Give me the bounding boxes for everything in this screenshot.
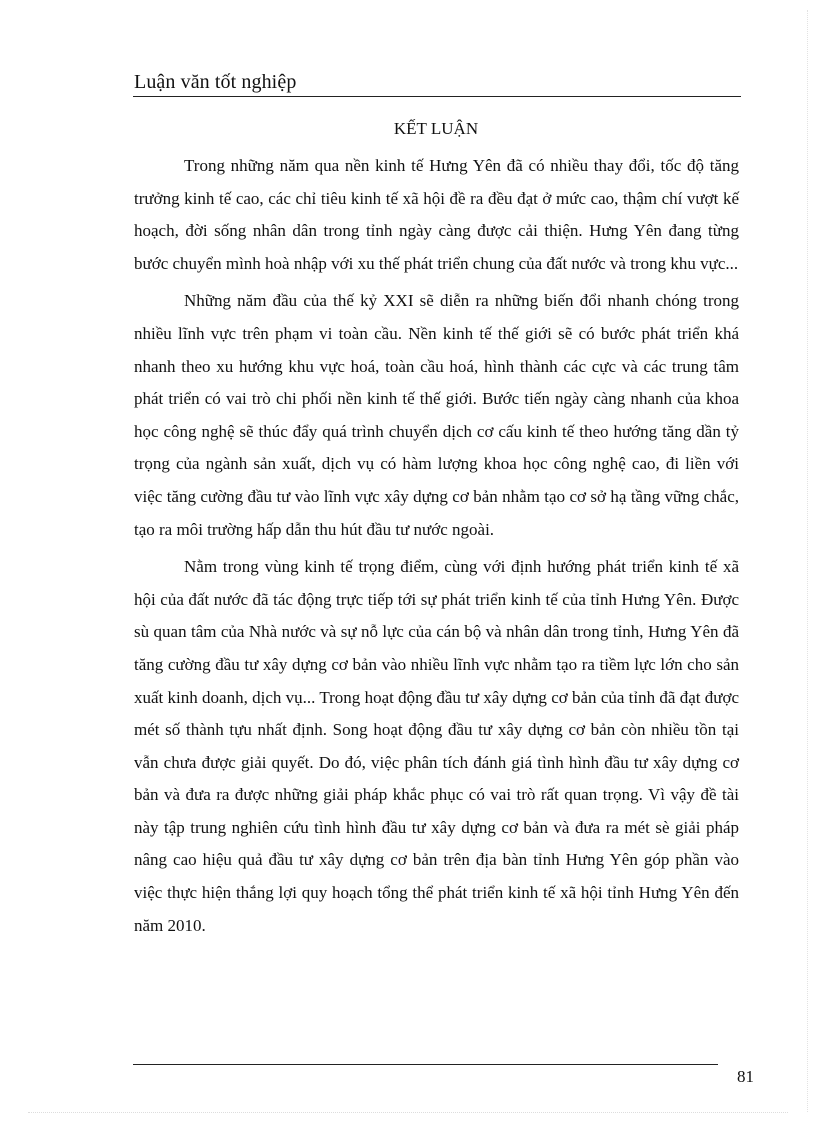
section-heading: KẾT LUẬN: [393, 119, 479, 138]
running-header-title: Luận văn tốt nghiệp: [134, 71, 297, 93]
footer-divider: [133, 1064, 718, 1065]
paragraph-3: Nằm trong vùng kinh tế trọng điểm, cùng với định hướng phát triển kinh tế xã hội của đất nước đã tác động trực tiếp tới sự phát triển kinh tế của tỉnh Hưng Yên. Được sù quan tâm của Nhà nước và sự nỗ lực của cán bộ và nhân dân trong tỉnh, Hưng Yên đã tăng cường đầu tư xây dựng cơ bản vào nhiều lĩnh vực nhằm tạo ra tiềm lực lớn cho sản xuất kinh doanh, dịch vụ... Trong hoạt động đầu tư xây dựng cơ bản của tỉnh đã đạt được mét số thành tựu nhất định. Song hoạt động đầu tư xây dựng cơ bản còn nhiều tồn tại vẫn chưa được giải quyết. Do đó, việc phân tích đánh giá tình hình đầu tư xây dựng cơ bản và đưa ra được những giải pháp khắc phục có vai trò rất quan trọng. Vì vậy đề tài này tập trung nghiên cứu tình hình đầu tư xây dựng cơ bản và đưa ra mét sè giải pháp nâng cao hiệu quả đầu tư xây dựng cơ bản trên địa bàn tỉnh Hưng Yên góp phần vào việc thực hiện thắng lợi quy hoạch tổng thể phát triển kinh tế xã hội tỉnh Hưng Yên đến năm 2010.: [134, 557, 739, 935]
paragraph-2: Những năm đầu của thế kỷ XXI sẽ diễn ra những biến đổi nhanh chóng trong nhiều lĩnh vực trên phạm vi toàn cầu. Nền kinh tế thế giới sẽ có bước phát triển khá nhanh theo xu hướng khu vực hoá, toàn cầu hoá, hình thành các cực và các trung tâm phát triển có vai trò chi phối nền kinh tế thế giới. Bước tiến ngày càng nhanh của khoa học công nghệ sẽ thúc đẩy quá trình chuyển dịch cơ cấu kinh tế theo hướng tăng dần tỷ trọng của ngành sản xuất, dịch vụ có hàm lượng khoa học công nghệ cao, đi liền với việc tăng cường đầu tư vào lĩnh vực xây dựng cơ bản nhằm tạo cơ sở hạ tầng vững chắc, tạo ra môi trường hấp dẫn thu hút đầu tư nước ngoài.: [134, 291, 739, 539]
body-text: [134, 150, 739, 947]
page-border-right: [807, 10, 808, 1112]
header-divider: [133, 96, 741, 97]
paragraph-1: Trong những năm qua nền kinh tế Hưng Yên đã có nhiều thay đổi, tốc độ tăng trưởng kinh tế cao, các chỉ tiêu kinh tế xã hội đề ra đều đạt ở mức cao, thậm chí vượt kế hoạch, đời sống nhân dân trong tỉnh ngày càng được cải thiện. Hưng Yên đang từng bước chuyển mình hoà nhập với xu thế phát triển chung của đất nước và trong khu vực...: [134, 156, 739, 273]
page-border-bottom: [28, 1112, 788, 1113]
page-number: 81: [737, 1067, 754, 1086]
